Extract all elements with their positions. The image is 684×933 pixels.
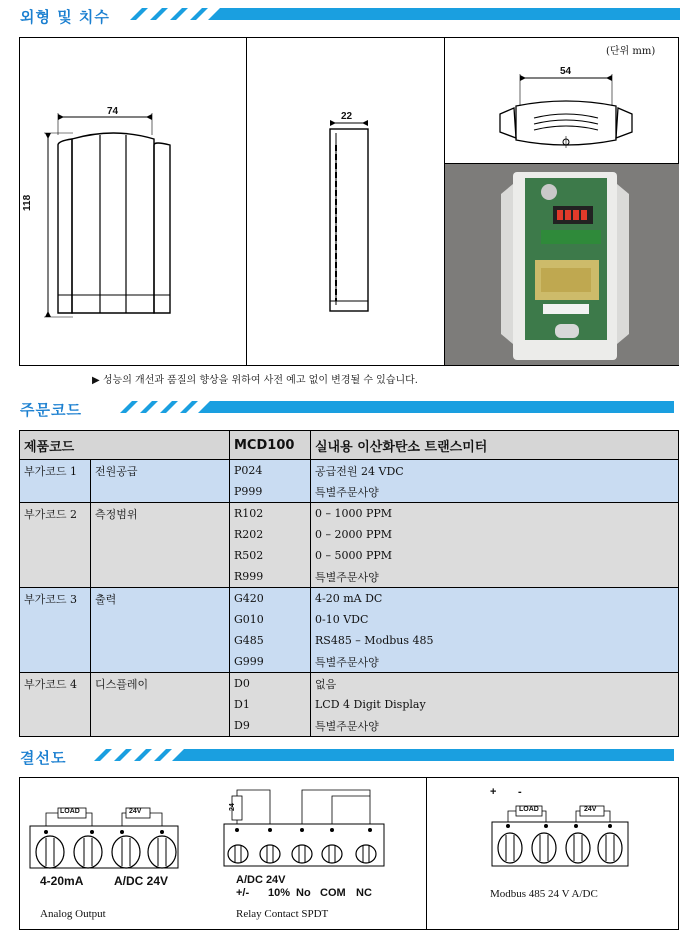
header-model: MCD100 bbox=[230, 431, 311, 460]
option-desc: 0 – 2000 PPM bbox=[311, 524, 679, 545]
analog-caption: Analog Output bbox=[40, 908, 106, 920]
option-desc: 없음 bbox=[311, 673, 679, 695]
front-view-drawing bbox=[28, 105, 188, 327]
option-desc: RS485 – Modbus 485 bbox=[311, 630, 679, 651]
relay-tolerance-label: 10% bbox=[268, 887, 291, 899]
side-depth-label: 22 bbox=[341, 111, 353, 122]
relay-caption: Relay Contact SPDT bbox=[236, 908, 329, 920]
option-desc: 특별주문사양 bbox=[311, 715, 679, 737]
analog-24v-label: 24V bbox=[129, 808, 142, 815]
option-desc: 0 – 1000 PPM bbox=[311, 503, 679, 525]
option-desc: 4-20 mA DC bbox=[311, 588, 679, 610]
group-name: 전원공급 bbox=[91, 460, 230, 482]
option-code: D1 bbox=[230, 694, 311, 715]
modbus-wiring-diagram bbox=[488, 800, 638, 875]
option-code: P024 bbox=[230, 460, 311, 482]
modbus-load-label: LOAD bbox=[519, 806, 539, 813]
analog-output-type: 4-20mA bbox=[40, 874, 84, 888]
option-desc: 특별주문사양 bbox=[311, 566, 679, 588]
analog-supply-label: A/DC 24V bbox=[114, 874, 169, 888]
header-description: 실내용 이산화탄소 트랜스미터 bbox=[311, 431, 679, 460]
option-code: D0 bbox=[230, 673, 311, 695]
option-code: R999 bbox=[230, 566, 311, 588]
notice-text: ▶ 성능의 개선과 품질의 향상을 위하여 사전 예고 없이 변경될 수 있습니다. bbox=[92, 375, 418, 386]
modbus-plus-label: + bbox=[490, 786, 497, 798]
section-title-order-code: 주문코드 bbox=[20, 401, 82, 419]
front-height-label: 118 bbox=[22, 194, 33, 211]
relay-nc-label: NC bbox=[356, 887, 372, 899]
option-desc: 0 – 5000 PPM bbox=[311, 545, 679, 566]
group-code: 부가코드 1 bbox=[20, 460, 91, 482]
option-code: G420 bbox=[230, 588, 311, 610]
relay-polarity-label: +/- bbox=[236, 887, 250, 899]
section-bar-wiring bbox=[82, 747, 674, 763]
relay-24-label: 24 bbox=[229, 803, 236, 811]
order-code-table bbox=[19, 430, 679, 737]
group-code: 부가코드 3 bbox=[20, 588, 91, 610]
option-code: R102 bbox=[230, 503, 311, 525]
option-code: D9 bbox=[230, 715, 311, 737]
option-desc: 특별주문사양 bbox=[311, 481, 679, 503]
relay-no-label: No bbox=[296, 887, 311, 899]
section-title-wiring: 결선도 bbox=[20, 749, 67, 767]
modbus-minus-label: - bbox=[518, 786, 522, 798]
group-code: 부가코드 2 bbox=[20, 503, 91, 525]
modbus-24v-label: 24V bbox=[584, 806, 597, 813]
group-name: 출력 bbox=[91, 588, 230, 610]
side-view-drawing bbox=[320, 105, 380, 320]
option-code: G999 bbox=[230, 651, 311, 673]
modbus-caption: Modbus 485 24 V A/DC bbox=[490, 888, 598, 900]
option-desc: 공급전원 24 VDC bbox=[311, 460, 679, 482]
option-code: R202 bbox=[230, 524, 311, 545]
group-name: 디스플레이 bbox=[91, 673, 230, 695]
relay-com-label: COM bbox=[320, 887, 346, 899]
option-code: G485 bbox=[230, 630, 311, 651]
section-bar-dimensions bbox=[120, 6, 680, 22]
header-product-code: 제품코드 bbox=[20, 431, 230, 460]
option-desc: LCD 4 Digit Display bbox=[311, 694, 679, 715]
option-code: P999 bbox=[230, 481, 311, 503]
option-desc: 0-10 VDC bbox=[311, 609, 679, 630]
option-desc: 특별주문사양 bbox=[311, 651, 679, 673]
section-bar-order-code bbox=[104, 399, 674, 415]
product-photo bbox=[445, 164, 679, 365]
section-title-dimensions: 외형 및 치수 bbox=[20, 8, 110, 26]
group-name: 측정범위 bbox=[91, 503, 230, 525]
unit-label: (단위 mm) bbox=[606, 46, 656, 57]
group-code: 부가코드 4 bbox=[20, 673, 91, 695]
front-width-label: 74 bbox=[107, 106, 119, 117]
relay-supply-label: A/DC 24V bbox=[236, 874, 286, 886]
top-width-label: 54 bbox=[560, 66, 572, 77]
option-code: G010 bbox=[230, 609, 311, 630]
option-code: R502 bbox=[230, 545, 311, 566]
relay-wiring-diagram bbox=[220, 784, 390, 880]
analog-load-label: LOAD bbox=[60, 808, 80, 815]
